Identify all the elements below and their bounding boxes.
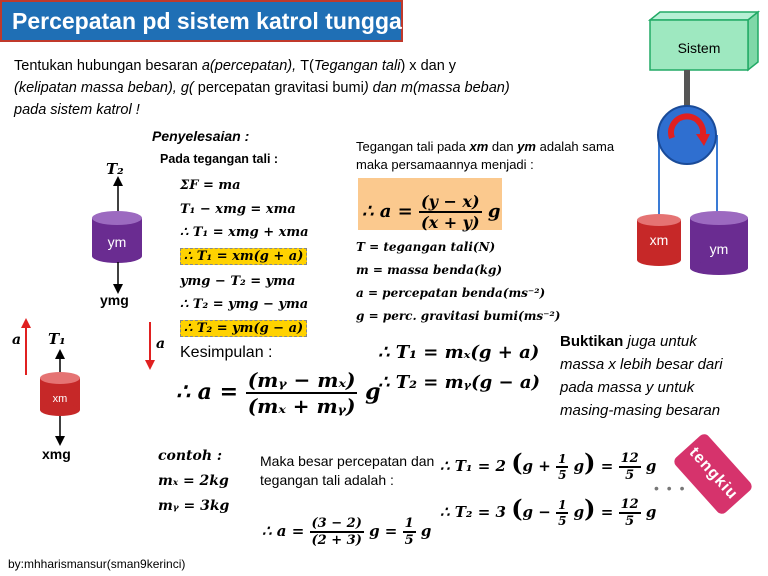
- formula-denominator: (x + y): [421, 213, 480, 232]
- example-t2: ∴ T₂ = 3 (g − $\frac{1}{5}$ g) = $\frac{12}{5}$ g: [440, 494, 657, 529]
- accel-label-left: a: [12, 332, 22, 348]
- intro-text: Tentukan hubungan besaran: [14, 58, 202, 74]
- note-ym: ym: [517, 139, 536, 154]
- tengkiu-badge: [672, 432, 754, 516]
- example-t2-tail: g: [645, 503, 657, 521]
- example-t1: ∴ T₁ = 2 (g + $\frac{1}{5}$ g) = $\frac{12}{5}$ g: [440, 448, 657, 483]
- ym-label: ym: [107, 234, 127, 250]
- conclusion-fraction: [246, 368, 358, 418]
- proof-text: pada massa y untuk: [560, 379, 695, 396]
- ym-body-top: [92, 211, 142, 225]
- example-t2-result: [619, 497, 641, 529]
- t1-label: T₁: [48, 330, 66, 348]
- example-t1-in: g +: [522, 457, 551, 475]
- free-body-diagram: [0, 150, 160, 470]
- xmg-label: xmg: [42, 446, 71, 462]
- solution-heading: Penyelesaian :: [152, 128, 250, 144]
- footer-credit: by:mhharismansur(sman9kerinci): [8, 557, 186, 571]
- conclusion-label: Kesimpulan :: [180, 344, 273, 361]
- conclusion-denominator: (mₓ + mᵧ): [247, 394, 356, 418]
- note-text: adalah sama maka persamaannya menjadi :: [356, 139, 615, 172]
- system-label: Sistem: [677, 40, 721, 56]
- highlighted-equation: ∴ T₂ = ym(g − a): [180, 320, 307, 337]
- example-a-rden: 5: [404, 533, 414, 548]
- formula-lhs: ∴ a =: [362, 201, 413, 222]
- proof-bold: Buktikan: [560, 333, 624, 350]
- example-my: mᵧ = 3kg: [158, 498, 230, 514]
- equation-highlight: [180, 249, 307, 264]
- example-a-num: (3 − 2): [311, 516, 362, 531]
- example-mx: mₓ = 2kg: [158, 473, 229, 489]
- example-a-den: (2 + 3): [311, 533, 362, 548]
- conclusion-lhs: ∴ a =: [176, 379, 239, 405]
- xm-mass-top: [637, 214, 681, 226]
- ym-mass-top: [690, 211, 748, 225]
- example-heading: contoh :: [158, 448, 223, 464]
- example-t2-fden: 5: [558, 514, 567, 528]
- equation: ΣF = ma: [180, 178, 241, 193]
- example-t2-in: g −: [522, 503, 551, 521]
- equation: T₁ − xmg = xma: [180, 202, 296, 217]
- example-t1-fden: 5: [558, 468, 567, 482]
- accel-label-right: a: [156, 336, 166, 352]
- system-box-top: [650, 12, 758, 20]
- t1-arrowhead-icon: [55, 349, 65, 359]
- example-accel: [262, 516, 431, 548]
- example-t1-rden: 5: [625, 468, 635, 483]
- conclusion-formula: [176, 368, 381, 418]
- example-t2-g: g: [573, 503, 585, 521]
- note-text: Tegangan tali pada: [356, 139, 470, 154]
- accel-up-arrow-icon: [21, 318, 31, 328]
- proof-prompt: [560, 330, 760, 422]
- badge-dots: • • •: [654, 480, 687, 496]
- system-box-side: [748, 12, 758, 70]
- intro-text: percepatan gravitasi bumi: [197, 80, 364, 96]
- example-t1-tail: g: [645, 457, 657, 475]
- intro-text: ) x dan y: [400, 58, 457, 74]
- example-a-tail: g: [420, 522, 432, 540]
- page-title: Percepatan pd sistem katrol tunggal: [0, 0, 403, 42]
- example-t2-frac: [556, 498, 568, 528]
- proof-text: masing-masing besaran: [560, 402, 721, 419]
- intro-text: pada sistem katrol !: [14, 102, 140, 118]
- conclusion-g: g: [365, 379, 381, 405]
- xm-label: xm: [52, 393, 68, 405]
- example-t1-fnum: 1: [558, 452, 567, 466]
- example-t2-lhs: ∴ T₂ = 3: [440, 503, 506, 521]
- definition-item: a = percepatan benda(ms⁻²): [356, 286, 546, 300]
- example-a-mid: g =: [369, 522, 398, 540]
- example-text: Maka besar percepatan dan tegangan tali adalah :: [260, 453, 435, 488]
- example-t2-rnum: 12: [620, 497, 639, 512]
- formula-g: g: [487, 201, 501, 222]
- equation-highlight: [180, 321, 307, 336]
- example-t2-eq: =: [600, 503, 614, 521]
- system-xm-label: xm: [649, 232, 669, 248]
- example-t1-g: g: [573, 457, 585, 475]
- example-t1-lhs: ∴ T₁ = 2: [440, 457, 506, 475]
- example-t1-eq: =: [600, 457, 614, 475]
- example-t2-fnum: 1: [558, 498, 567, 512]
- intro-text: (kelipatan massa beban), g(: [14, 80, 198, 96]
- formula-numerator: (y − x): [421, 192, 480, 211]
- badge-text: tengkiu: [685, 444, 742, 504]
- highlighted-equation: ∴ T₁ = xm(g + a): [180, 248, 307, 265]
- equation: ∴ T₂ = ymg − yma: [180, 297, 309, 312]
- conclusion-t1: ∴ T₁ = mₓ(g + a): [378, 342, 540, 363]
- intro-text: ) dan m(massa beban): [363, 80, 510, 96]
- intro-text: T(: [300, 58, 314, 74]
- equation: ymg − T₂ = yma: [180, 274, 296, 289]
- note-xm: xm: [469, 139, 489, 154]
- example-a-fraction: [310, 516, 364, 548]
- xm-mass-bottom: [637, 254, 681, 266]
- formula-fraction: [419, 192, 482, 232]
- xm-body-top: [40, 372, 80, 384]
- note-text: dan: [488, 139, 518, 154]
- problem-statement: [14, 55, 624, 121]
- accel-down-arrow-icon: [145, 360, 155, 370]
- tension-note: [356, 138, 618, 174]
- xmg-arrowhead-icon: [55, 436, 65, 446]
- definition-item: g = perc. gravitasi bumi(ms⁻²): [356, 309, 561, 323]
- proof-text: massa x lebih besar dari: [560, 356, 723, 373]
- example-t1-frac: [556, 452, 568, 482]
- xm-body-bottom: [40, 404, 80, 416]
- example-a-result: [403, 516, 416, 548]
- definition-item: m = massa benda(kg): [356, 263, 503, 277]
- proof-text: juga untuk: [623, 333, 697, 350]
- intro-text: Tegangan tali: [313, 58, 401, 74]
- formula-box: [358, 178, 502, 230]
- example-t2-rden: 5: [625, 514, 635, 529]
- equation: ∴ T₁ = xmg + xma: [180, 225, 309, 240]
- example-t1-rnum: 12: [620, 451, 639, 466]
- definition-item: T = tegangan tali(N): [356, 240, 496, 254]
- example-a-rnum: 1: [404, 516, 414, 531]
- system-ym-label: ym: [709, 241, 729, 257]
- example-a-lhs: ∴ a =: [262, 522, 305, 540]
- ymg-label: ymg: [100, 292, 129, 308]
- definitions-list: [356, 236, 560, 328]
- intro-text: a(percepatan),: [201, 58, 301, 74]
- conclusion-numerator: (mᵧ − mₓ): [247, 368, 356, 392]
- t2-label: T₂: [106, 160, 124, 178]
- ym-body-bottom: [92, 249, 142, 263]
- solution-subheading: Pada tegangan tali :: [160, 152, 279, 166]
- example-t1-result: [619, 451, 641, 483]
- conclusion-t2: ∴ T₂ = mᵧ(g − a): [378, 372, 541, 393]
- ym-mass-bottom: [690, 261, 748, 275]
